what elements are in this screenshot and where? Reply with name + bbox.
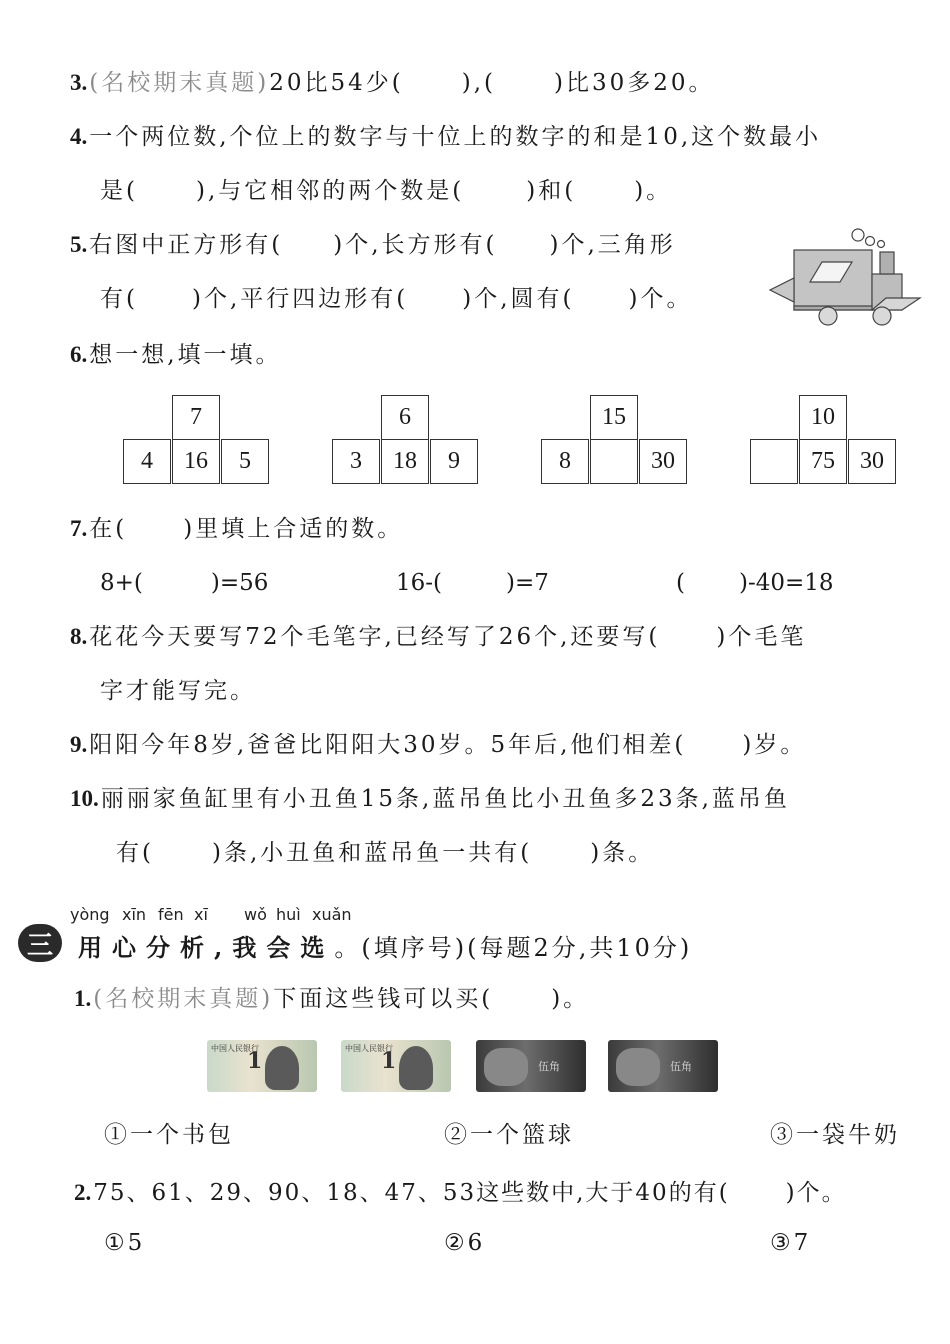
pinyin: xīn (122, 905, 147, 924)
question-text: 75、61、29、90、18、47、53这些数中,大于40的有( (93, 1180, 730, 1206)
equation-text: )-40=18 (738, 570, 834, 596)
equation-text: 16-( (396, 570, 443, 596)
question-text: )岁。 (742, 732, 807, 758)
question-text: 一个两位数,个位上的数字与十位上的数字的和是10,这个数最小 (89, 124, 822, 150)
question-4-line-1 (70, 122, 821, 152)
question-number: 6. (70, 342, 88, 367)
question-text: 想一想,填一填。 (89, 342, 282, 368)
question-text: )条。 (590, 840, 655, 866)
equation-text: ( (676, 570, 685, 596)
option-3[interactable]: ③一袋牛奶 (770, 1122, 900, 1148)
puzzle-right-cell: 9 (430, 439, 478, 484)
option-2[interactable]: ②一个篮球 (444, 1122, 574, 1148)
puzzle-middle-cell: 75 (799, 439, 847, 484)
question-text: )个。 (785, 1180, 847, 1206)
note-value: 1 (381, 1048, 397, 1074)
pinyin: xī (194, 905, 208, 924)
question-number: 9. (70, 732, 88, 757)
section-note: 。(填序号)(每题2分,共10分) (334, 934, 693, 962)
source-tag: (名校期末真题) (89, 70, 270, 96)
question-8-line-2 (100, 676, 256, 706)
note-label: 伍角 (670, 1060, 692, 1073)
number-puzzle-1 (123, 395, 271, 489)
one-yuan-note (341, 1040, 451, 1092)
question-text: 在( (89, 516, 128, 542)
puzzle-right-cell: 30 (639, 439, 687, 484)
portrait-icon (399, 1046, 433, 1090)
equation-text: )=56 (210, 570, 269, 596)
question-6 (70, 340, 282, 370)
note-label: 伍角 (538, 1060, 560, 1073)
option-1[interactable]: ①一个书包 (104, 1122, 234, 1148)
question-text: ),( (461, 70, 496, 96)
equation-text: )=7 (506, 570, 549, 596)
question-number: 2. (74, 1180, 92, 1205)
question-text: 右图中正方形有( (89, 232, 284, 258)
portrait-icon (265, 1046, 299, 1090)
puzzle-middle-cell: 16 (172, 439, 220, 484)
question-text: )。 (634, 178, 673, 204)
portrait-icon (484, 1048, 528, 1086)
question-text: )个,长方形有( (333, 232, 498, 258)
question-text: 阳阳今年8岁,爸爸比阳阳大30岁。5年后,他们相差( (89, 732, 687, 758)
question-3 (70, 68, 715, 98)
number-puzzle-4 (750, 395, 898, 489)
question-number: 5. (70, 232, 88, 257)
question-text: 20比54少( (269, 70, 404, 96)
question-number: 3. (70, 70, 88, 95)
equation-1 (100, 568, 268, 598)
question-text: 下面这些钱可以买( (273, 986, 494, 1012)
question-text: )个毛笔 (716, 624, 807, 650)
choice-question-1 (74, 984, 589, 1014)
question-9 (70, 730, 806, 760)
one-yuan-note (207, 1040, 317, 1092)
five-jiao-note (476, 1040, 586, 1092)
question-10-line-1 (70, 784, 790, 814)
question-8-line-1 (70, 622, 806, 652)
portrait-icon (616, 1048, 660, 1086)
equation-2 (396, 568, 549, 598)
question-text: )个,三角形 (549, 232, 676, 258)
five-jiao-note (608, 1040, 718, 1092)
question-text: 丽丽家鱼缸里有小丑鱼15条,蓝吊鱼比小丑鱼多23条,蓝吊鱼 (100, 786, 790, 812)
question-5-line-1 (70, 230, 676, 260)
puzzle-left-cell: 8 (541, 439, 589, 484)
puzzle-top-cell: 6 (381, 395, 429, 440)
question-text: )个,平行四边形有( (191, 286, 409, 312)
question-7 (70, 514, 403, 544)
question-text: )和( (526, 178, 577, 204)
number-puzzle-3 (541, 395, 689, 489)
puzzle-middle-cell: 18 (381, 439, 429, 484)
puzzle-left-cell-blank[interactable] (750, 439, 798, 484)
note-value: 1 (247, 1048, 263, 1074)
puzzle-left-cell: 3 (332, 439, 380, 484)
puzzle-top-cell: 7 (172, 395, 220, 440)
pinyin: xuǎn (312, 905, 352, 924)
note-label: 中国人民银行 (211, 1044, 259, 1053)
question-text: 有( (116, 840, 154, 866)
question-text: ),与它相邻的两个数是( (195, 178, 465, 204)
source-tag: (名校期末真题) (93, 986, 274, 1012)
question-text: 花花今天要写72个毛笔字,已经写了26个,还要写( (89, 624, 661, 650)
question-text: 有( (100, 286, 138, 312)
option-1[interactable]: ①5 (104, 1230, 146, 1256)
pinyin: wǒ (244, 905, 267, 924)
question-10-line-2 (116, 838, 654, 868)
equation-3 (676, 568, 834, 598)
pinyin: yòng (70, 905, 110, 924)
question-text: 字才能写完。 (100, 678, 256, 704)
section-title-text: 用心分析,我会选 (78, 933, 335, 962)
question-number: 7. (70, 516, 88, 541)
question-4-line-2 (100, 176, 672, 206)
question-number: 8. (70, 624, 88, 649)
question-text: 是( (100, 178, 138, 204)
question-text: )里填上合适的数。 (183, 516, 404, 542)
question-number: 4. (70, 124, 88, 149)
puzzle-middle-cell-blank[interactable] (590, 439, 638, 484)
question-text: )。 (551, 986, 590, 1012)
number-puzzle-2 (332, 395, 480, 489)
pinyin: fēn (158, 905, 184, 924)
puzzle-right-cell: 5 (221, 439, 269, 484)
question-number: 10. (70, 786, 99, 811)
option-2[interactable]: ②6 (444, 1230, 486, 1256)
note-label: 中国人民银行 (345, 1044, 393, 1053)
question-number: 1. (74, 986, 92, 1011)
option-3[interactable]: ③7 (770, 1230, 812, 1256)
section-title (78, 928, 692, 963)
section-badge: 三 (18, 924, 62, 962)
puzzle-right-cell: 30 (848, 439, 896, 484)
puzzle-left-cell: 4 (123, 439, 171, 484)
question-text: )个。 (628, 286, 693, 312)
question-text: )比30多20。 (553, 70, 715, 96)
question-5-line-2 (100, 284, 693, 314)
equation-text: 8+( (100, 570, 143, 596)
choice-question-2 (74, 1178, 847, 1208)
question-text: )个,圆有( (462, 286, 575, 312)
puzzle-top-cell: 10 (799, 395, 847, 440)
train-shape-figure (764, 222, 924, 330)
pinyin: huì (276, 905, 301, 924)
question-text: )条,小丑鱼和蓝吊鱼一共有( (211, 840, 533, 866)
puzzle-top-cell: 15 (590, 395, 638, 440)
